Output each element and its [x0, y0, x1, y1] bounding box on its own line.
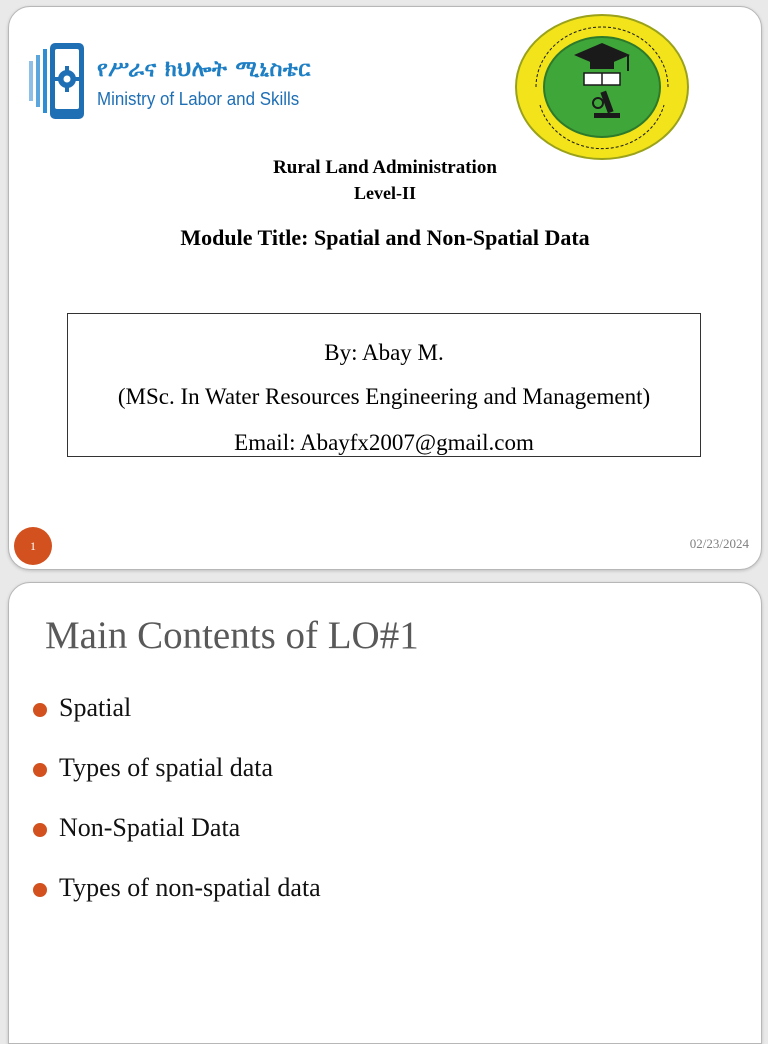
- author-box: [67, 313, 701, 457]
- author-name: By: Abay M.: [324, 340, 444, 365]
- ministry-logo: [27, 37, 311, 123]
- author-email: Email: Abayfx2007@gmail.com: [234, 430, 534, 455]
- slide-date: 02/23/2024: [689, 536, 749, 551]
- level-label: Level-II: [354, 183, 416, 203]
- list-item-text: Spatial: [59, 693, 132, 722]
- slide-number-badge: 1: [14, 527, 52, 565]
- list-item-text: Types of spatial data: [59, 753, 274, 782]
- title-slide: [8, 6, 762, 570]
- list-item-text: Non-Spatial Data: [59, 813, 241, 842]
- ministry-gear-icon: [27, 39, 89, 121]
- author-degree: (MSc. In Water Resources Engineering and Management): [117, 384, 651, 409]
- module-title: Module Title: Spatial and Non-Spatial Data: [180, 225, 590, 250]
- ministry-name-english: Ministry of Labor and Skills: [97, 89, 300, 109]
- bullet-icon: [33, 823, 47, 837]
- contents-slide: [8, 582, 762, 1044]
- bullet-icon: [33, 763, 47, 777]
- bullet-icon: [33, 883, 47, 897]
- ministry-name-amharic: የሥራና ክህሎት ሚኒስቴር: [97, 57, 311, 82]
- list-item-text: Types of non-spatial data: [59, 873, 321, 902]
- college-seal-logo: [514, 13, 690, 161]
- program-name: Rural Land Administration: [273, 157, 497, 178]
- bullet-icon: [33, 703, 47, 717]
- slide-title: Main Contents of LO#1: [45, 614, 419, 657]
